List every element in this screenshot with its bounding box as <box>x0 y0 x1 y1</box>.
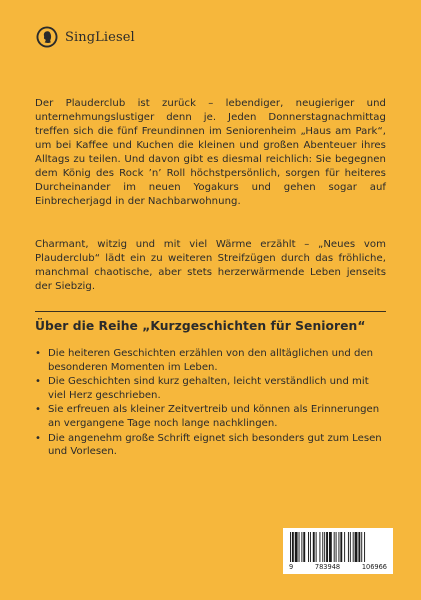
barcode-bar <box>355 532 358 562</box>
barcode-bar <box>336 532 337 562</box>
barcode-bar <box>316 532 317 562</box>
barcode-bar <box>338 532 339 562</box>
barcode-bar <box>301 532 302 562</box>
barcode-bar <box>326 532 328 562</box>
description-paragraph: Der Plauderclub ist zurück – lebendiger, neugieriger und unternehmungslustiger denn je. Jeden Donnerstagnachmittag treffen sich die fünf Freundinnen im Seniorenheim „Haus am Park“, um bei Kaffee und Kuchen die kleinen und großen Abenteuer ihres Alltags zu teilen. Und davon gibt es diesmal reichlich: Sie begegnen dem König des Rock ’n’ Roll höchstpersönlich, sorgen für heiteres Durcheinander im neuen Yogakurs und gehen sogar auf Einbrecherjagd in der Nachbarwohnung. <box>35 98 386 207</box>
list-item-text: Die Geschichten sind kurz gehalten, leicht verständlich und mit viel Herz geschrieben. <box>48 376 369 401</box>
barcode-bar <box>319 532 320 562</box>
barcode-bar <box>310 532 311 562</box>
barcode-bar <box>364 532 365 562</box>
publisher-logo <box>36 26 135 48</box>
bullet-icon: • <box>35 376 41 388</box>
barcode-bar <box>358 532 360 562</box>
list-item <box>35 403 386 430</box>
barcode-bar <box>303 532 305 562</box>
bullet-icon: • <box>35 404 41 416</box>
barcode-bar <box>361 532 362 562</box>
barcode-bar <box>290 532 291 562</box>
barcode-bar <box>295 532 298 562</box>
barcode-bar <box>329 532 332 562</box>
list-item <box>35 375 386 402</box>
barcode-digits <box>288 563 388 571</box>
barcode-bar <box>313 532 315 562</box>
list-item-text: Sie erfreuen als kleiner Zeitvertreib und können als Erinnerungen an vergangene Tage noch lange nachklingen. <box>48 404 380 429</box>
barcode-bar <box>308 532 309 562</box>
list-item <box>35 432 386 459</box>
list-item-text: Die heiteren Geschichten erzählen von den alltäglichen und den besonderen Momenten im Leben. <box>48 348 374 373</box>
publisher-name: SingLiesel <box>65 29 135 45</box>
list-item-text: Die angenehm große Schrift eignet sich besonders gut zum Lesen und Vorlesen. <box>48 432 382 458</box>
barcode-digit-group: 106966 <box>361 563 387 571</box>
barcode-bar <box>322 532 323 562</box>
description-paragraph: Charmant, witzig und mit viel Wärme erzählt – „Neues vom Plauderclub“ lädt ein zu weiteren Streifzügen durch das fröhliche, manchmal chaotische, aber stets herzerwärmende Leben jenseits der Siebzig. <box>35 239 386 292</box>
barcode-digit-group: 783948 <box>314 563 341 571</box>
barcode-bar <box>344 532 345 562</box>
bullet-icon: • <box>35 432 41 444</box>
series-feature-list <box>35 347 386 460</box>
isbn-barcode <box>283 528 393 574</box>
barcode-bar <box>299 532 300 562</box>
bullet-icon: • <box>35 348 41 359</box>
barcode-bar <box>292 532 294 562</box>
barcode-bar <box>350 532 351 562</box>
series-title: Über die Reihe „Kurzgeschichten für Senioren“ <box>35 319 366 333</box>
barcode-bar <box>340 532 342 562</box>
barcode-bar <box>324 532 325 562</box>
barcode-bars <box>288 532 388 562</box>
barcode-bar <box>348 532 349 562</box>
portrait-silhouette-icon <box>36 26 58 48</box>
list-item <box>35 347 386 374</box>
section-divider <box>35 311 386 312</box>
barcode-bar <box>334 532 335 562</box>
barcode-digit-group: 9 <box>289 563 294 571</box>
barcode-bar <box>353 532 354 562</box>
